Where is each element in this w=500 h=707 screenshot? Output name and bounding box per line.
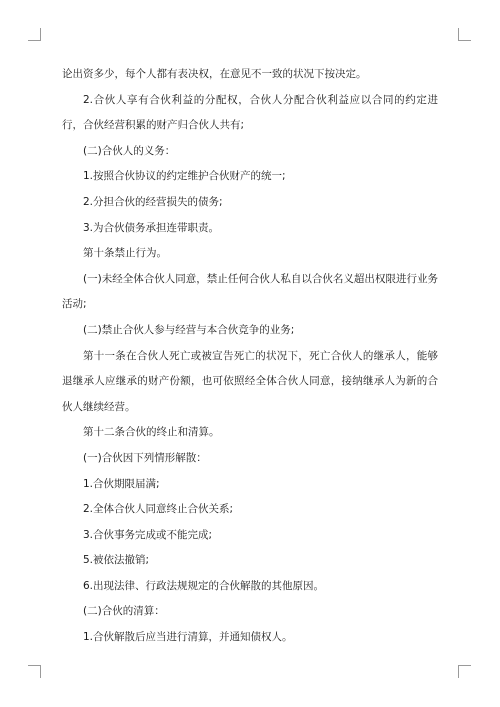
section-heading: (二)合伙人的义务： <box>83 144 176 157</box>
list-item: 1.合伙解散后应当进行清算，并通知债权人。 <box>83 631 293 644</box>
list-item: 2.分担合伙的经营损失的债务; <box>83 195 223 208</box>
paragraph: 2.合伙人享有合伙利益的分配权，合伙人分配合伙利益应以合同的约定进行，合伙经营积累的财产归合伙人共有; <box>62 93 438 132</box>
list-item: 6.出现法律、行政法规规定的合伙解散的其他原因。 <box>83 579 325 592</box>
crop-mark-bottom-right <box>458 665 471 678</box>
article-heading: 第十条禁止行为。 <box>83 247 167 260</box>
section-heading: (二)合伙的清算： <box>83 605 165 618</box>
list-item: 1.合伙期限届满; <box>83 477 160 490</box>
list-item: 1.按照合伙协议的约定维护合伙财产的统一; <box>83 170 286 183</box>
list-item: 3.合伙事务完成或不能完成; <box>83 528 213 541</box>
document-body <box>62 62 438 651</box>
list-item: 3.为合伙债务承担连带职责。 <box>83 221 220 234</box>
paragraph: 第十一条在合伙人死亡或被宣告死亡的状况下，死亡合伙人的继承人，能够退继承人应继承的财产份额，也可依照经全体合伙人同意，接纳继承人为新的合伙人继续经营。 <box>62 349 438 413</box>
crop-mark-top-right <box>458 28 471 41</box>
list-item: 5.被依法撤销; <box>83 554 150 567</box>
paragraph: 论出资多少，每个人都有表决权，在意见不一致的状况下按决定。 <box>62 68 367 80</box>
paragraph: (二)禁止合伙人参与经营与本合伙竞争的业务; <box>83 323 295 336</box>
article-heading: 第十二条合伙的终止和清算。 <box>83 426 220 439</box>
list-item: 2.全体合伙人同意终止合伙关系; <box>83 503 234 516</box>
paragraph: (一)未经全体合伙人同意，禁止任何合伙人私自以合伙名义超出权限进行业务活动; <box>62 272 438 311</box>
section-heading: (一)合伙因下列情形解散： <box>83 451 207 464</box>
crop-mark-bottom-left <box>28 665 41 678</box>
crop-mark-top-left <box>28 28 41 41</box>
